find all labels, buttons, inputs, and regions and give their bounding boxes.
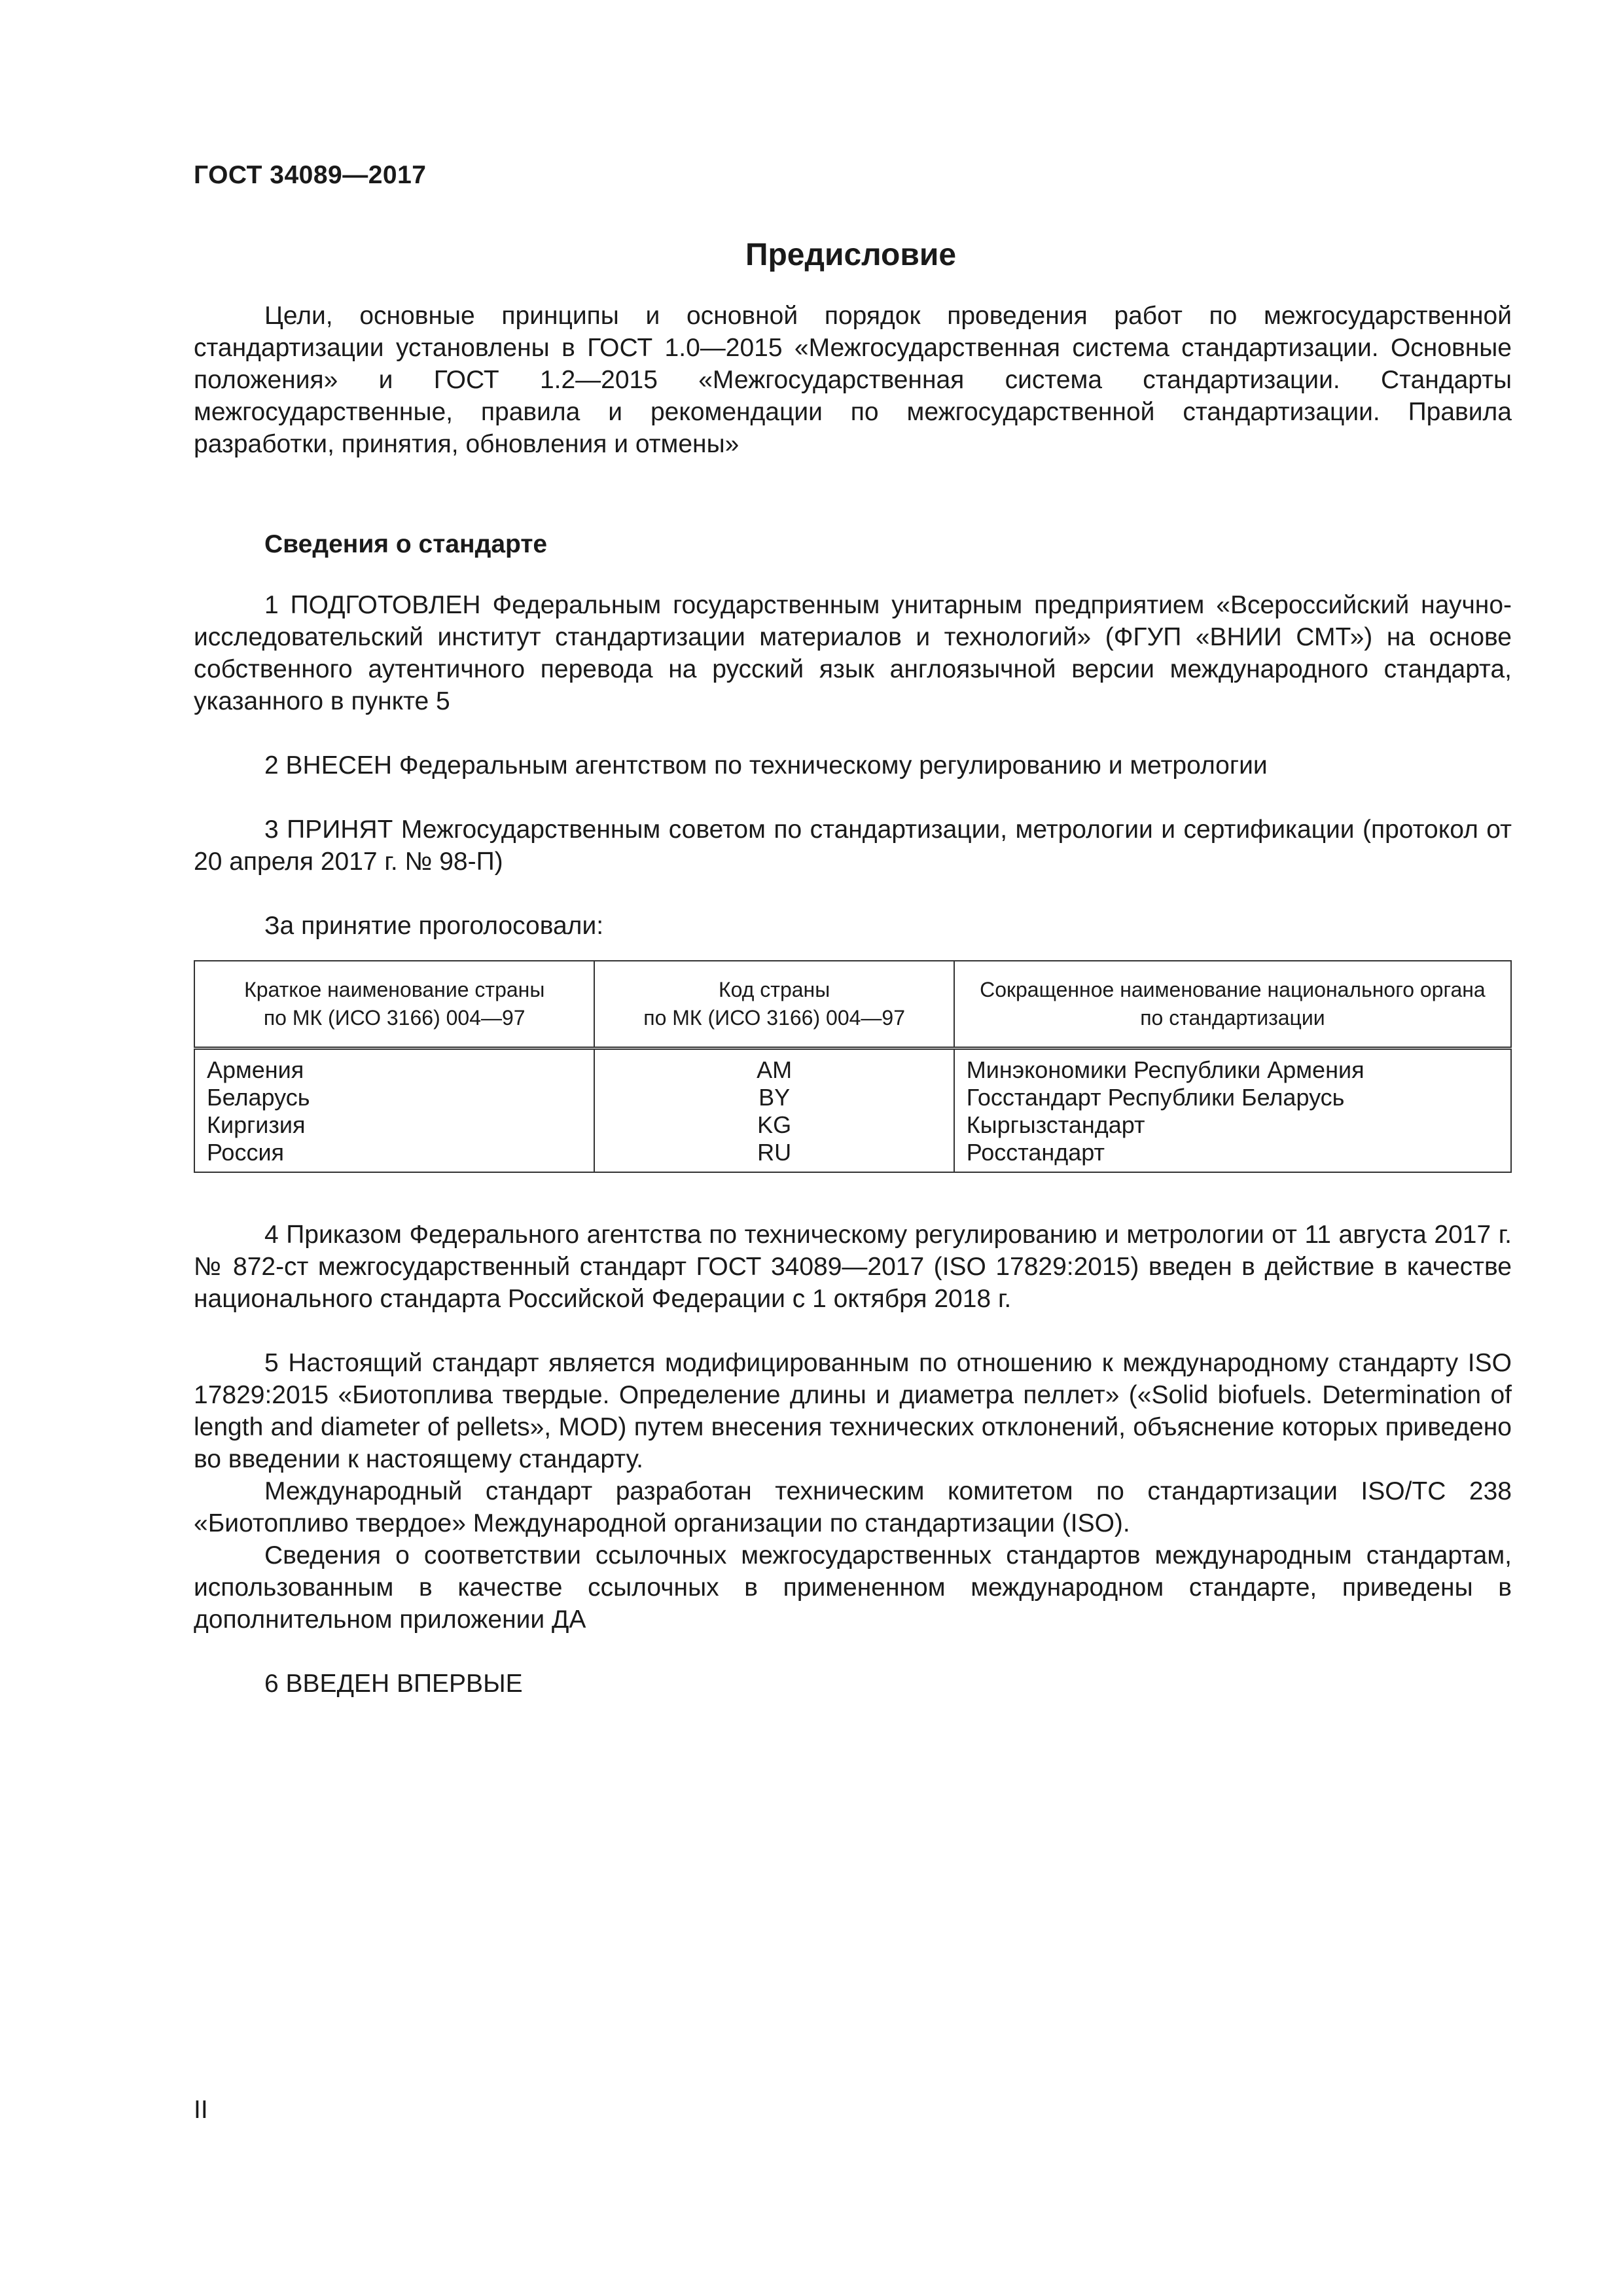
item-2-paragraph: 2 ВНЕСЕН Федеральным агентством по техническому регулированию и метрологии <box>264 751 1268 780</box>
document-header: ГОСТ 34089—2017 <box>194 161 427 189</box>
cell-body: Кыргызстандарт <box>966 1111 1145 1138</box>
cell-body: Росстандарт <box>966 1139 1105 1166</box>
header-country-code-line2: по МК (ИСО 3166) 004—97 <box>643 1006 905 1030</box>
item-5-references: Сведения о соответствии ссылочных межгосударственных стандартов международным стандартам, использованным в качестве ссылочных в примененном международном стандарте, приведены в дополнительном приложении ДА <box>194 1541 1512 1634</box>
header-standards-body <box>954 961 1511 1049</box>
voting-table-header <box>194 961 1511 1049</box>
cell-code: BY <box>594 1084 954 1111</box>
header-country-name <box>194 961 594 1049</box>
page-title: Предисловие <box>745 238 957 272</box>
header-country-code <box>594 961 954 1049</box>
item-1-paragraph: 1 ПОДГОТОВЛЕН Федеральным государственным унитарным предприятием «Всероссийский научно-исследовательский институт стандартизации материалов и технологий» (ФГУП «ВНИИ СМТ») на основе собственного аутентичного перевода на русский язык англоязычной версии международного стандарта, указанного в пункте 5 <box>194 591 1512 715</box>
header-standards-body-line2: по стандартизации <box>1140 1006 1325 1030</box>
table-row <box>194 1084 1511 1111</box>
table-row <box>194 1139 1511 1172</box>
item-3-paragraph: 3 ПРИНЯТ Межгосударственным советом по стандартизации, метрологии и сертификации (протокол от 20 апреля 2017 г. № 98-П) <box>194 816 1512 876</box>
cell-code: AM <box>594 1049 954 1085</box>
vote-intro: За принятие проголосовали: <box>264 912 604 940</box>
cell-country: Беларусь <box>194 1084 594 1111</box>
header-country-name-line1: Краткое наименование страны <box>244 978 545 1001</box>
header-standards-body-line1: Сокращенное наименование национального органа <box>980 978 1486 1001</box>
header-country-code-line1: Код страны <box>719 978 830 1001</box>
section-heading: Сведения о стандарте <box>264 530 548 558</box>
document-body <box>194 300 1512 1700</box>
item-6-paragraph: 6 ВВЕДЕН ВПЕРВЫЕ <box>264 1670 523 1698</box>
cell-country: Армения <box>194 1049 594 1085</box>
table-row <box>194 1049 1511 1085</box>
page-number: II <box>194 2096 208 2124</box>
header-country-name-line2: по МК (ИСО 3166) 004—97 <box>263 1006 526 1030</box>
voting-table <box>194 960 1512 1173</box>
intro-paragraph: Цели, основные принципы и основной порядок проведения работ по межгосударственной стандартизации установлены в ГОСТ 1.0—2015 «Межгосударственная система стандартизации. Основные положения» и ГОСТ 1.2—2015 «Межгосударственная система стандартизации. Стандарты межгосударственные, правила и рекомендации по межгосударственной стандартизации. Правила разработки, принятия, обновления и отмены» <box>194 302 1512 458</box>
table-row <box>194 1111 1511 1139</box>
cell-country: Киргизия <box>194 1111 594 1139</box>
cell-code: KG <box>594 1111 954 1139</box>
item-5-paragraph: 5 Настоящий стандарт является модифицированным по отношению к международному стандарту ISO 17829:2015 «Биотоплива твердые. Определение длины и диаметра пеллет» («Solid biofuels. Determination of length and diameter of pellets», MOD) путем внесения технических отклонений, объяснение которых приведено во введении к настоящему стандарту. <box>194 1349 1512 1473</box>
cell-country: Россия <box>194 1139 594 1172</box>
item-5-iso-committee: Международный стандарт разработан техническим комитетом по стандартизации ISO/TC 238 «Биотопливо твердое» Международной организации по стандартизации (ISO). <box>194 1477 1512 1537</box>
cell-body: Минэкономики Республики Армения <box>966 1056 1364 1083</box>
cell-body: Госстандарт Республики Беларусь <box>966 1084 1345 1111</box>
item-4-paragraph: 4 Приказом Федерального агентства по техническому регулированию и метрологии от 11 августа 2017 г. № 872-ст межгосударственный стандарт ГОСТ 34089—2017 (ISO 17829:2015) введен в действие в качестве национального стандарта Российской Федерации с 1 октября 2018 г. <box>194 1221 1512 1313</box>
cell-code: RU <box>594 1139 954 1172</box>
